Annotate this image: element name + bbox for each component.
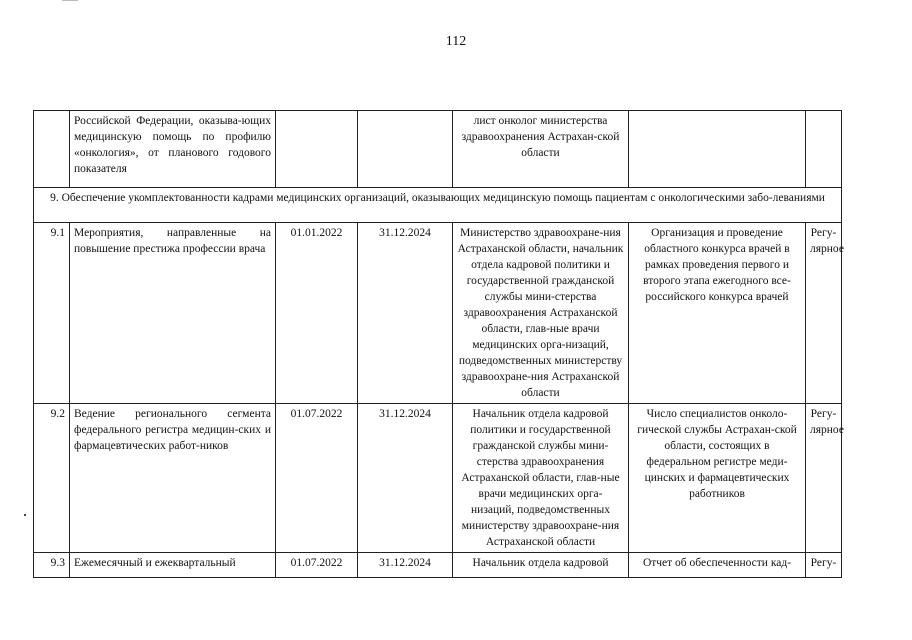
cell-frequency: Регу-лярное (806, 223, 842, 404)
cell-start (276, 111, 358, 188)
cell-start: 01.01.2022 (276, 223, 358, 404)
table-row (34, 404, 842, 553)
page-number: 112 (445, 34, 467, 49)
cell-frequency (806, 111, 842, 188)
cell-end: 31.12.2024 (358, 404, 453, 553)
table-row (34, 223, 842, 404)
scan-artifact (62, 0, 78, 1)
section-row (34, 188, 842, 223)
cell-activity: Ведение регионального сегмента федерального регистра медицин-ских и фармацевтических работ-ников (70, 404, 276, 553)
cell-start: 01.07.2022 (276, 404, 358, 553)
cell-responsible: Министерство здравоохране-ния Астраханской области, начальник отдела кадровой политики и государственной гражданской службы мини-стерства здравоохранения Астраханской области, глав-ные врачи медицинских орга-низаций, подведомственных министерству здравоохране-ния Астраханской области (453, 223, 629, 404)
cell-result: Организация и проведение областного конкурса врачей в рамках проведения первого и второго этапа ежегодного все-российского конкурса врачей (629, 223, 806, 404)
cell-start: 01.07.2022 (276, 553, 358, 578)
cell-frequency: Регу-лярное (806, 404, 842, 553)
cell-num: 9.3 (34, 553, 70, 578)
cell-frequency: Регу- (806, 553, 842, 578)
cell-responsible: Начальник отдела кадровой политики и государственной гражданской службы мини-стерства здравоохранения Астраханской области, глав-ные врачи медицинских орга-низаций, подведомственных министерству здравоохране-ния Астраханской области (453, 404, 629, 553)
section-title: 9. Обеспечение укомплектованности кадрами медицинских организаций, оказывающих медицинскую помощь пациентам с онкологическими забо-леваниями (34, 188, 842, 223)
cell-responsible: Начальник отдела кадровой (453, 553, 629, 578)
cell-end: 31.12.2024 (358, 223, 453, 404)
cell-result: Отчет об обеспеченности кад- (629, 553, 806, 578)
cell-activity: Мероприятия, направленные на повышение престижа профессии врача (70, 223, 276, 404)
measures-table (33, 110, 842, 578)
cell-end (358, 111, 453, 188)
cell-num: 9.2 (34, 404, 70, 553)
table-row (34, 553, 842, 578)
cell-num (34, 111, 70, 188)
cell-activity: Ежемесячный и ежеквартальный (70, 553, 276, 578)
cell-result (629, 111, 806, 188)
cell-responsible: лист онколог министерства здравоохранения Астрахан-ской области (453, 111, 629, 188)
cell-result: Число специалистов онколо-гической службы Астрахан-ской области, состоящих в федеральном регистре меди-цинских и фармацевтических работников (629, 404, 806, 553)
cell-end: 31.12.2024 (358, 553, 453, 578)
table-row-continuation (34, 111, 842, 188)
cell-activity: Российской Федерации, оказыва-ющих медицинскую помощь по профилю «онкология», от планового годового показателя (70, 111, 276, 188)
scan-speck (24, 514, 26, 516)
cell-num: 9.1 (34, 223, 70, 404)
